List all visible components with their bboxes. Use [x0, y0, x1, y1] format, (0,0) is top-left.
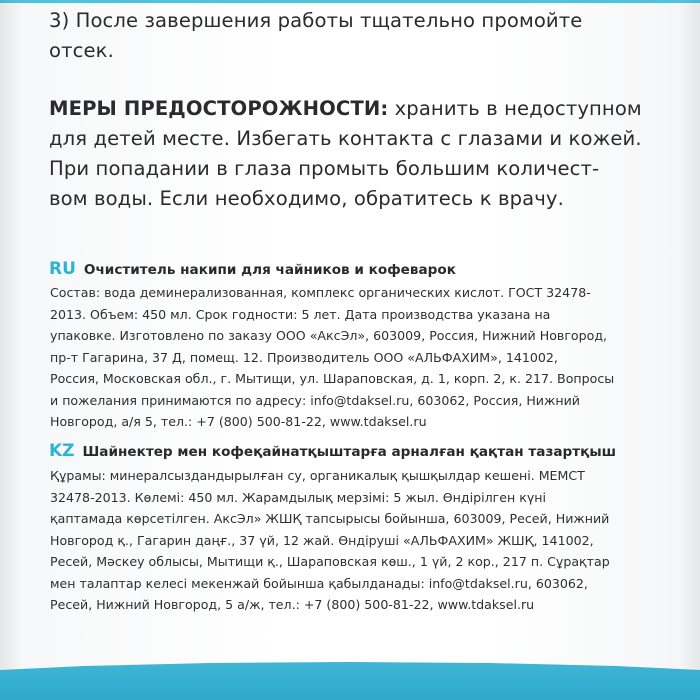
top-accent-stripe: [0, 0, 700, 3]
kz-product-title: Шайнектер мен кофеқайнатқыштарға арналған қақтан тазартқыш: [82, 444, 617, 460]
ru-product-title: Очиститель накипи для чайников и кофеварок: [83, 262, 456, 278]
precautions-paragraph: [49, 94, 689, 214]
kz-section-body: Құрамы: минералсыздандырылған су, органикалық қышқылдар кешені. МЕМСТ 32478-2013. Көлемі: 450 мл. Жарамдылық мерзімі: 5 жыл. Өндірілген күні қаптамада көрсетілген. АксЭл» ЖШҚ тапсырысы бойынша, 603009, Ресей, Нижний Новгород қ., Гагарин даңғ., 37 үй, 12 жай. Өндіруші «АЛЬФАХИМ» ЖШҚ, 141002, Ресей, Мәскеу облысы, Мытищи қ., Шараповская көш., 1 үй, 2 кор., 217 п. Сұрақтар мен талаптар келесі мекенжай бойынша қабылданады: info@tdaksel.ru, 603062, Ресей, Нижний Новгород, 5 а/ж, тел.: +7 (800) 500-81-22, www.tdaksel.ru: [50, 468, 610, 612]
bottom-cyan-band: [0, 650, 700, 700]
left-curvature-shadow: [0, 0, 22, 700]
instruction-step-3: 3) После завершения работы тщательно промойте отсек.: [49, 9, 583, 62]
ru-section-body: Состав: вода деминерализованная, комплекс органических кислот. ГОСТ 32478- 2013. Объем: 450 мл. Срок годности: 5 лет. Дата производства указана на упаковке. Изготовлено по заказу ООО «АксЭл», 603009, Россия, Нижний Новгород, пр-т Гагарина, 37 Д, помещ. 12. Производитель ООО «АЛЬФАХИМ», 141002, Россия, Московская обл., г. Мытищи, ул. Шараповская, д. 1, корп. 2, к. 217. Вопросы и пожелания принимаются по адресу: info@tdaksel.ru, 603062, Россия, Нижний Новгород, а/я 5, тел.: +7 (800) 500-81-22, www.tdaksel.ru: [50, 285, 615, 429]
precautions-text: хранить в недоступном для детей месте. Избегать контакта с глазами и кожей. При попадании в глаза промыть большим количест- вом воды. Если необходимо, обратитесь к врачу.: [49, 97, 642, 210]
kz-section-header: [49, 441, 616, 461]
ru-section-header: [49, 259, 456, 279]
ru-language-code: RU: [49, 259, 76, 279]
kz-language-code: KZ: [49, 441, 75, 461]
precautions-heading: МЕРЫ ПРЕДОСТОРОЖНОСТИ:: [49, 97, 389, 120]
